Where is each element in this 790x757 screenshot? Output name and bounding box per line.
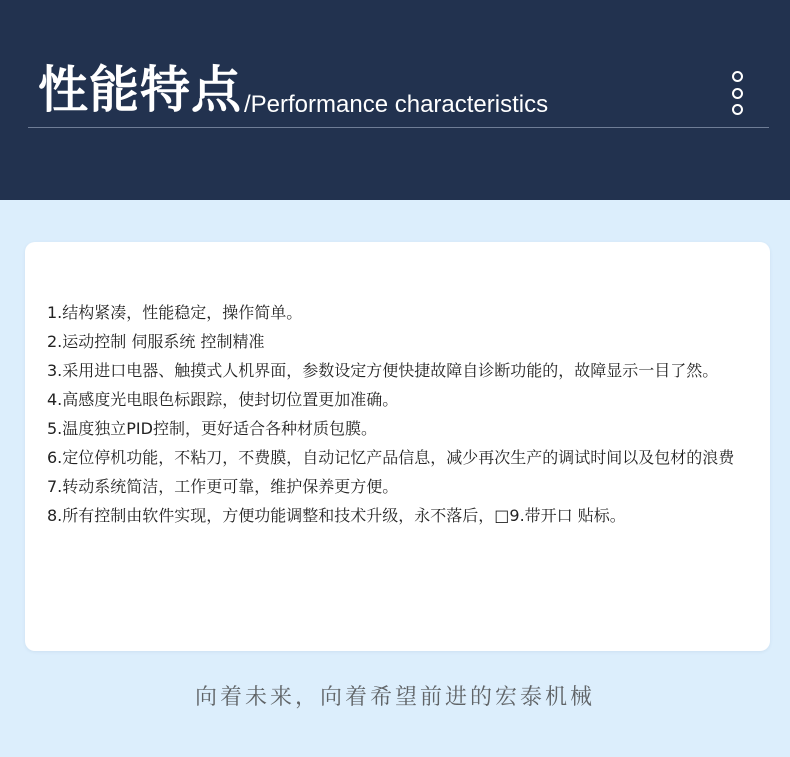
feature-item-3: 3.采用进口电器、触摸式人机界面，参数设定方便快捷故障自诊断功能的，故障显示一目了然。	[47, 361, 719, 380]
vertical-dots-icon	[729, 71, 745, 115]
dot-icon	[732, 71, 743, 82]
dot-icon	[732, 104, 743, 115]
feature-item-6: 6.定位停机功能，不粘刀，不费膜，自动记忆产品信息，减少再次生产的调试时间以及包材的浪费	[47, 448, 735, 467]
page-title	[38, 58, 548, 122]
feature-item-4: 4.高感度光电眼色标跟踪，使封切位置更加准确。	[47, 390, 399, 409]
title-english: /Performance characteristics	[244, 91, 549, 118]
feature-item-7: 7.转动系统简洁，工作更可靠，维护保养更方便。	[47, 477, 399, 496]
title-chinese: 性能特点	[38, 61, 242, 119]
features-list	[47, 298, 752, 530]
title-divider	[28, 127, 769, 128]
feature-item-8: 8.所有控制由软件实现，方便功能调整和技术升级，永不落后，□9.带开口 贴标。	[47, 506, 626, 525]
dot-icon	[732, 88, 743, 99]
slogan-text: 向着未来，向着希望前进的宏泰机械	[194, 685, 595, 710]
feature-item-5: 5.温度独立PID控制，更好适合各种材质包膜。	[47, 419, 377, 438]
feature-item-1: 1.结构紧凑，性能稳定，操作简单。	[47, 303, 303, 322]
header-banner	[0, 0, 790, 200]
feature-item-2: 2.运动控制 伺服系统 控制精准	[47, 332, 265, 351]
features-card	[25, 242, 770, 651]
